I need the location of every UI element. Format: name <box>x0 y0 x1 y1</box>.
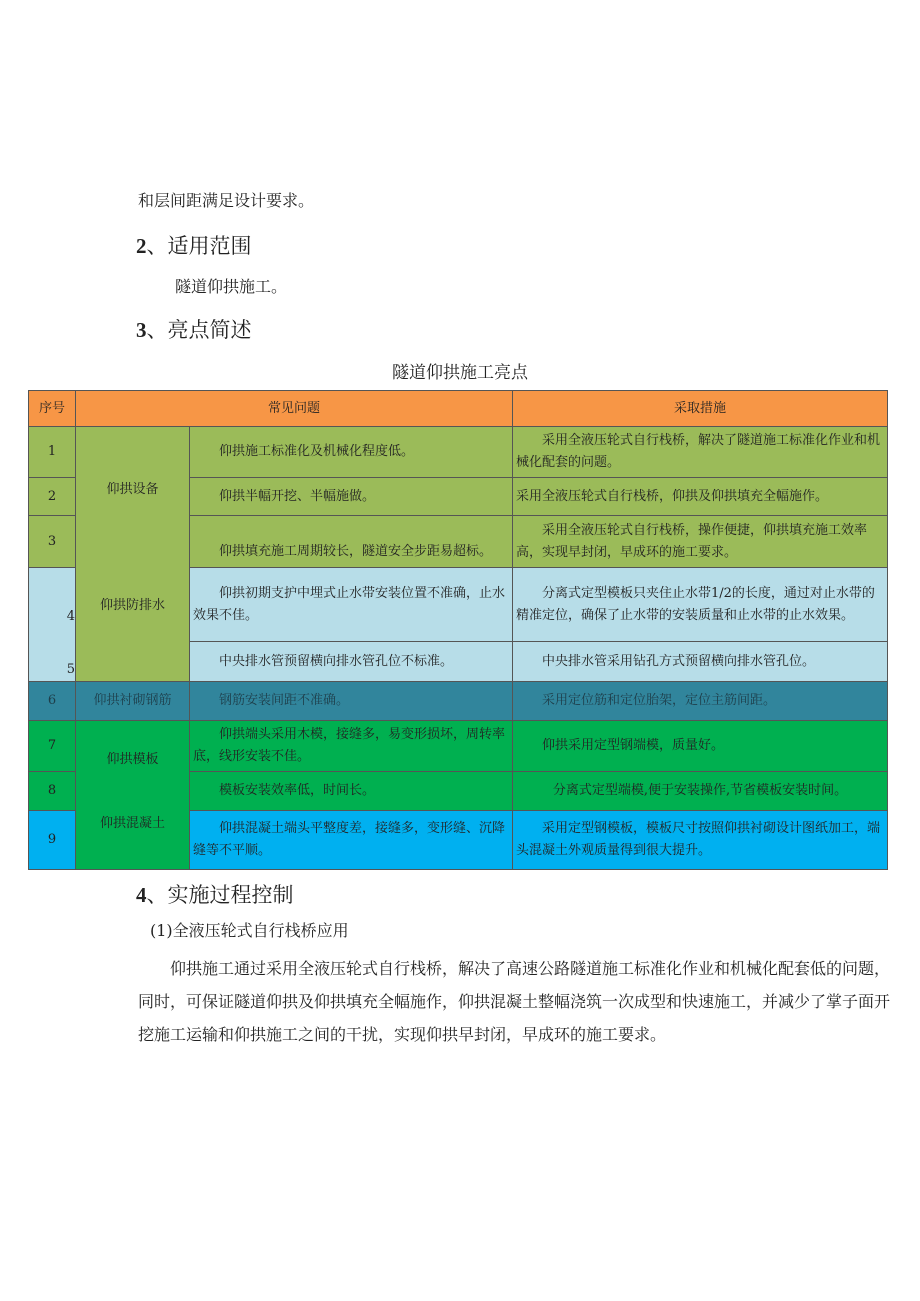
problem-cell: 仰拱施工标准化及机械化程度低。 <box>189 426 513 478</box>
problem-cell: 仰拱半幅开挖、半幅施做。 <box>189 477 513 516</box>
problem-cell: 模板安装效率低，时间长。 <box>189 771 513 811</box>
scope-text: 隧道仰拱施工。 <box>175 277 288 296</box>
category-concrete: 仰拱混凝土 <box>99 816 165 831</box>
continuation-text: 和层间距满足设计要求。 <box>138 191 315 210</box>
measure-cell: 采用全液压轮式自行栈桥，解决了隧道施工标准化作业和机械化配套的问题。 <box>512 426 888 478</box>
measure-cell: 中央排水管采用钻孔方式预留横向排水管孔位。 <box>512 641 888 682</box>
section-number: 2 <box>136 234 147 258</box>
problem-cell: 中央排水管预留横向排水管孔位不标准。 <box>189 641 513 682</box>
section-2-heading <box>136 230 252 260</box>
row-number: 9 <box>28 810 76 870</box>
problem-cell: 仰拱端头采用木模，接缝多，易变形损坏，周转率底，线形安装不佳。 <box>189 720 513 772</box>
row-number: 5 <box>66 662 75 677</box>
section-title: 适用范围 <box>167 234 252 258</box>
measure-cell: 采用定位筋和定位胎架，定位主筋间距。 <box>512 681 888 721</box>
subsection-heading: (1)全液压轮式自行栈桥应用 <box>150 921 349 940</box>
header-problem: 常见问题 <box>75 390 513 427</box>
problem-cell: 仰拱混凝土端头平整度差，接缝多，变形缝、沉降缝等不平顺。 <box>189 810 513 870</box>
table-caption: 隧道仰拱施工亮点 <box>392 363 528 383</box>
measure-cell: 采用全液压轮式自行栈桥，操作便捷，仰拱填充施工效率高，实现早封闭，早成环的施工要求。 <box>512 515 888 568</box>
body-paragraph: 仰拱施工通过采用全液压轮式自行栈桥，解决了高速公路隧道施工标准化作业和机械化配套低的问题，同时，可保证隧道仰拱及仰拱填充全幅施作，仰拱混凝土整幅浇筑一次成型和快速施工，并减少了掌子面开挖施工运输和仰拱施工之间的干扰，实现仰拱早封闭，早成环的施工要求。 <box>138 959 891 1044</box>
row-number: 6 <box>28 681 76 721</box>
section-number: 3 <box>136 318 147 342</box>
measure-cell: 分离式定型模板只夹住止水带1/2的长度，通过对止水带的精准定位，确保了止水带的安装质量和止水带的止水效果。 <box>512 567 888 642</box>
category-equipment: 仰拱设备 <box>106 482 159 497</box>
highlights-table <box>28 390 888 870</box>
measure-cell: 仰拱采用定型钢端模，质量好。 <box>512 720 888 772</box>
row-number: 2 <box>28 477 76 516</box>
problem-cell: 钢筋安装间距不准确。 <box>189 681 513 721</box>
section-separator: 、 <box>146 883 168 907</box>
row-number-merged <box>28 567 76 682</box>
row-number: 3 <box>28 515 76 568</box>
row-number: 4 <box>66 609 75 624</box>
category-waterproof: 仰拱防排水 <box>99 598 165 613</box>
category-rebar: 仰拱衬砌钢筋 <box>75 681 190 721</box>
section-title: 实施过程控制 <box>167 883 294 907</box>
measure-cell: 采用全液压轮式自行栈桥，仰拱及仰拱填充全幅施作。 <box>512 477 888 516</box>
measure-cell: 采用定型钢模板，模板尺寸按照仰拱衬砌设计图纸加工，端头混凝土外观质量得到很大提升。 <box>512 810 888 870</box>
problem-cell: 仰拱填充施工周期较长，隧道安全步距易超标。 <box>189 515 513 568</box>
problem-cell: 仰拱初期支护中埋式止水带安装位置不准确，止水效果不佳。 <box>189 567 513 642</box>
header-measure: 采取措施 <box>512 390 888 427</box>
category-cell-merged <box>75 426 190 682</box>
measure-cell: 分离式定型端模,便于安装操作,节省模板安装时间。 <box>512 771 888 811</box>
section-separator: 、 <box>146 318 168 342</box>
section-3-heading <box>136 314 252 344</box>
row-number: 1 <box>28 426 76 478</box>
header-number: 序号 <box>28 390 76 427</box>
row-number: 8 <box>28 771 76 811</box>
category-cell-merged <box>75 720 190 870</box>
category-formwork: 仰拱模板 <box>106 752 159 767</box>
section-separator: 、 <box>146 234 168 258</box>
row-number: 7 <box>28 720 76 772</box>
section-4-heading <box>136 879 294 909</box>
section-number: 4 <box>136 883 147 907</box>
section-title: 亮点简述 <box>167 318 252 342</box>
